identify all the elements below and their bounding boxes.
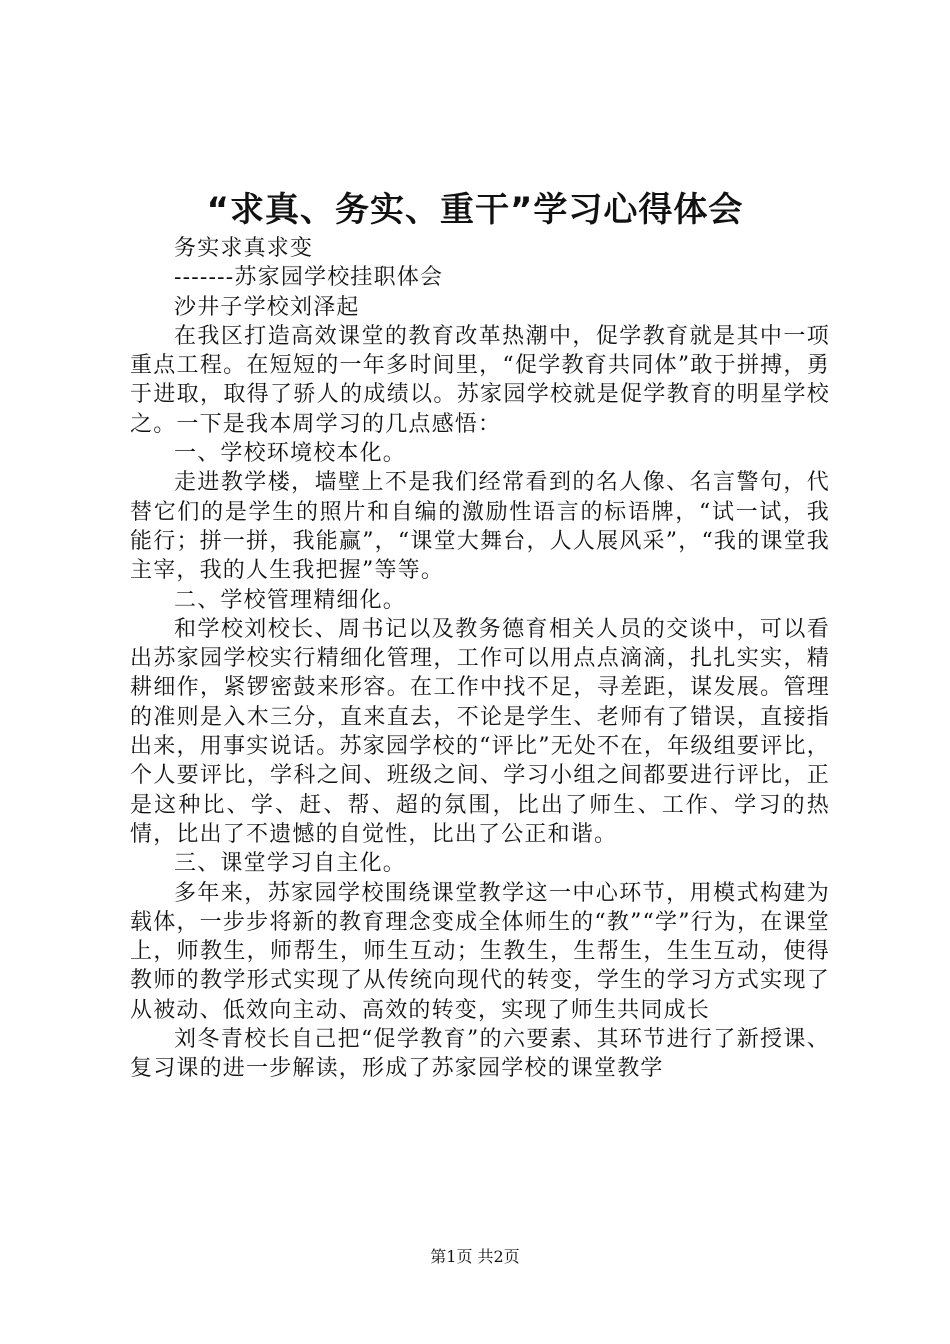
- subtitle-line: 务实求真求变: [174, 236, 314, 261]
- section-heading-3: 三、课堂学习自主化。: [174, 851, 407, 877]
- section-paragraph-2: 和学校刘校长、周书记以及教务德育相关人员的交谈中，可以看出苏家园学校实行精细化管理，工作可以用点点滴滴，扎扎实实，精耕细作，紧锣密鼓来形容。在工作中找不足，寻差距，谋发展。管理的准则是入木三分，直来直去，不论是学生、老师有了错误，直接指出来，用事实说话。苏家园学校的“评比”无处不在，年级组要评比，个人要评比，学科之间、班级之间、学习小组之间都要进行评比，正是这种比、学、赶、帮、超的氛围，比出了师生、工作、学习的热情，比出了不遗憾的自觉性，比出了公正和谐。: [130, 616, 830, 847]
- section-paragraph-3: 多年来，苏家园学校围绕课堂教学这一中心环节，用模式构建为载体，一步步将新的教育理念变成全体师生的“教”“学”行为，在课堂上，师教生，师帮生，师生互动；生教生，生帮生，生生互动，使得教师的教学形式实现了从传统向现代的转变，学生的学习方式实现了从被动、低效向主动、高效的转变，实现了师生共同成长: [130, 880, 830, 1023]
- document-title: “求真、务实、重干”学习心得体会: [206, 190, 744, 230]
- document-body: [130, 234, 830, 1084]
- page-footer: 第1页 共2页: [430, 1247, 520, 1266]
- author-line: 沙井子学校刘泽起: [174, 294, 360, 320]
- subtitle-school-line: -------苏家园学校挂职体会: [174, 265, 444, 291]
- intro-paragraph: 在我区打造高效课堂的教育改革热潮中，促学教育就是其中一项重点工程。在短短的一年多时间里，“促学教育共同体”敢于拼搏，勇于进取，取得了骄人的成绩以。苏家园学校就是促学教育的明星学校之。一下是我本周学习的几点感悟：: [130, 323, 830, 437]
- section-heading-1: 一、学校环境校本化。: [174, 441, 407, 467]
- section-heading-2: 二、学校管理精细化。: [174, 587, 407, 613]
- section-paragraph-1: 走进教学楼，墙壁上不是我们经常看到的名人像、名言警句，代替它们的是学生的照片和自编的激励性语言的标语牌，“试一试，我能行；拼一拼，我能赢”，“课堂大舞台，人人展风采”，“我的课堂我主宰，我的人生我把握”等等。: [130, 470, 830, 584]
- closing-paragraph: 刘冬青校长自己把“促学教育”的六要素、其环节进行了新授课、复习课的进一步解读，形成了苏家园学校的课堂教学: [130, 1027, 830, 1082]
